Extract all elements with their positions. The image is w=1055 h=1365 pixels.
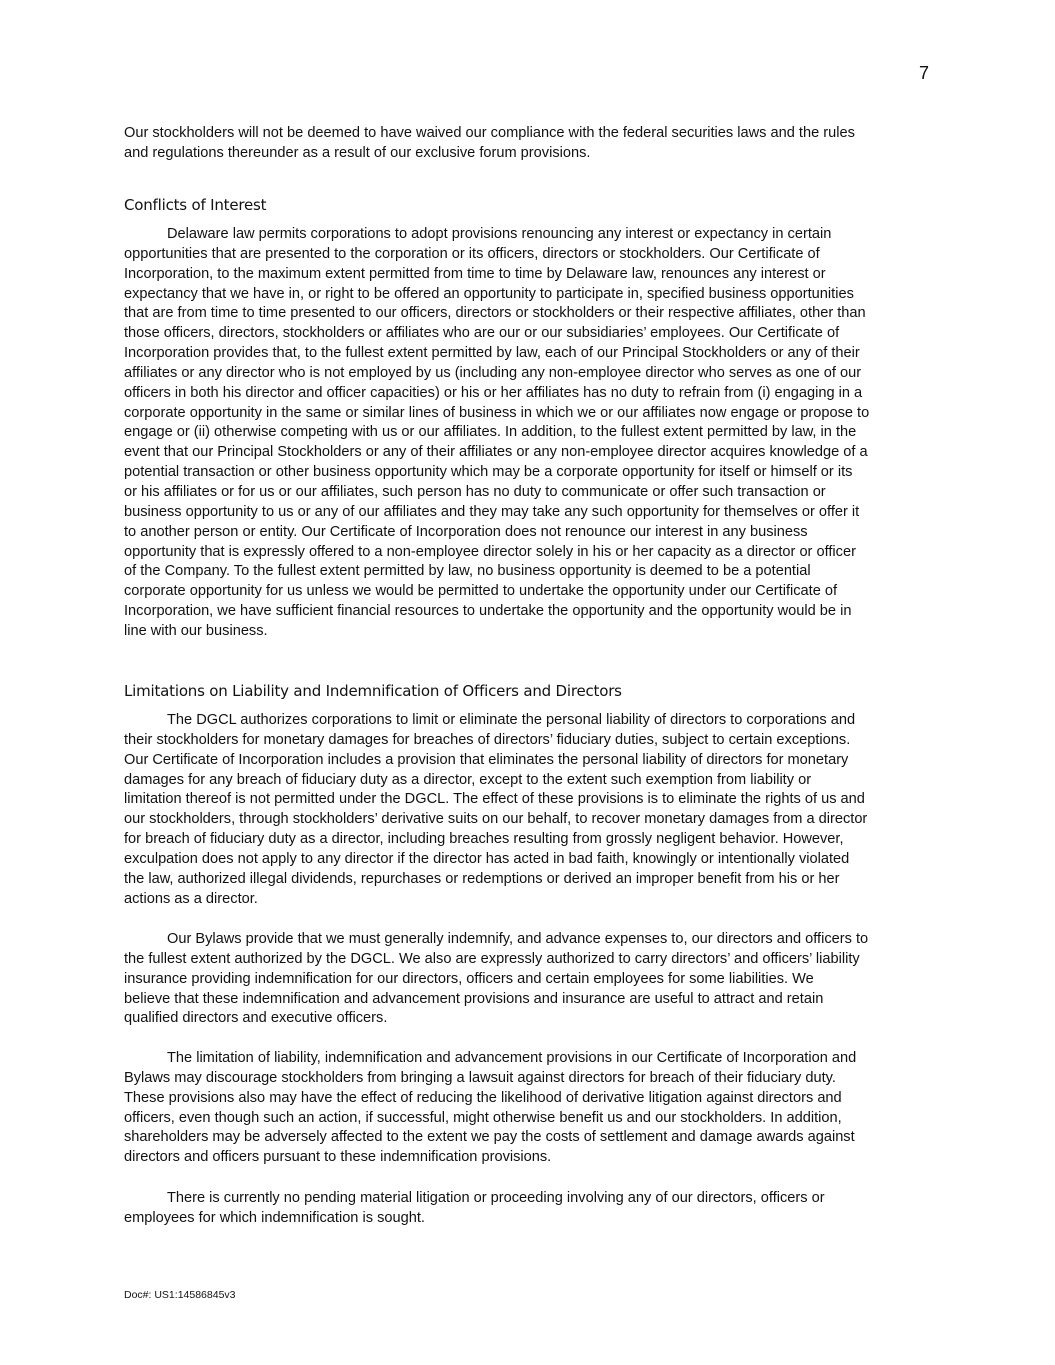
text-line: engage or (ii) otherwise competing with us or our affiliates. In addition, to the fullest extent permitted by law, in the [124, 424, 857, 441]
text-line: believe that these indemnification and advancement provisions and insurance are useful to attract and retain [124, 990, 824, 1007]
text-line: Incorporation, we have sufficient financial resources to undertake the opportunity and the opportunity would be in [124, 603, 852, 620]
text-line: Our Bylaws provide that we must generally indemnify, and advance expenses to, our directors and officers to [167, 931, 869, 947]
text-line: corporate opportunity in the same or similar lines of business in which we or our affiliates now engage or propose to [124, 404, 870, 421]
text-line: officers, even though such an action, if successful, might otherwise benefit us and our stockholders. In addition, [124, 1109, 842, 1126]
text-line: Our stockholders will not be deemed to have waived our compliance with the federal securities laws and the rules [124, 125, 855, 141]
text-line: expectancy that we have in, or right to be offered an opportunity to participate in, specified business opportunities [124, 285, 854, 302]
paragraph [124, 1189, 825, 1229]
text-line: business opportunity to us or any of our affiliates and they may take any such opportunity for themselves or offer it [124, 503, 860, 520]
text-line: exculpation does not apply to any director if the director has acted in bad faith, knowingly or intentionally violated [124, 850, 850, 867]
text-line: corporate opportunity for us unless we would be permitted to undertake the opportunity under our Certificate of [124, 583, 838, 600]
text-line: our stockholders, through stockholders’ derivative suits on our behalf, to recover monetary damages from a director [124, 811, 868, 828]
text-line: The limitation of liability, indemnification and advancement provisions in our Certificate of Incorporation and [167, 1050, 857, 1066]
page-number: 7 [919, 63, 930, 83]
text-line: their stockholders for monetary damages for breaches of directors’ fiduciary duties, subject to certain exceptions. [124, 731, 851, 748]
text-line: opportunity that is expressly offered to a non-employee director solely in his or her capacity as a director or officer [124, 543, 856, 560]
text-line: affiliates or any director who is not employed by us (including any non-employee director who serves as one of our [124, 364, 862, 381]
text-line: qualified directors and executive officers. [124, 1010, 388, 1027]
text-line: shareholders may be adversely affected to the extent we pay the costs of settlement and damage awards against [124, 1129, 855, 1146]
text-line: line with our business. [124, 622, 268, 639]
paragraph [124, 124, 855, 164]
paragraph [124, 711, 867, 909]
text-line: or his affiliates or for us or our affiliates, such person has no duty to communicate or offer such transaction or [124, 483, 826, 500]
text-line: and regulations thereunder as a result of our exclusive forum provisions. [124, 144, 591, 161]
text-line: directors and officers pursuant to these indemnification provisions. [124, 1149, 552, 1166]
text-line: damages for any breach of fiduciary duty as a director, except to the extent such exemption from liability or [124, 771, 812, 788]
text-line: The DGCL authorizes corporations to limit or eliminate the personal liability of directors to corporations and [167, 712, 856, 728]
paragraph [124, 930, 868, 1029]
text-line: Our Certificate of Incorporation includes a provision that eliminates the personal liability of directors for monetary [124, 751, 849, 768]
document-footer-id: Doc#: US1:14586845v3 [124, 1289, 236, 1301]
text-line: limitation thereof is not permitted under the DGCL. The effect of these provisions is to eliminate the rights of us and [124, 791, 865, 808]
text-line: to another person or entity. Our Certificate of Incorporation does not renounce our interest in any business [124, 523, 808, 540]
text-line: Delaware law permits corporations to adopt provisions renouncing any interest or expectancy in certain [167, 226, 832, 242]
text-line: of the Company. To the fullest extent permitted by law, no business opportunity is deemed to be a potential [124, 563, 811, 580]
text-line: that are from time to time presented to our officers, directors or stockholders or their respective affiliates, other than [124, 305, 866, 322]
text-line: actions as a director. [124, 890, 258, 907]
paragraph [124, 1049, 856, 1168]
section-heading-conflicts: Conflicts of Interest [124, 196, 267, 214]
text-line: Incorporation provides that, to the fullest extent permitted by law, each of our Principal Stockholders or any of their [124, 345, 860, 362]
text-line: officers in both his director and officer capacities) or his or her affiliates has no duty to refrain from (i) engaging in a [124, 384, 863, 401]
text-line: potential transaction or other business opportunity which may be a corporate opportunity for itself or himself or its [124, 464, 853, 481]
text-line: opportunities that are presented to the corporation or its officers, directors or stockholders. Our Certificate of [124, 245, 820, 262]
text-line: These provisions also may have the effect of reducing the likelihood of derivative litigation against directors and [124, 1089, 842, 1106]
text-line: event that our Principal Stockholders or any of their affiliates or any non-employee director acquires knowledge of a [124, 444, 868, 461]
text-line: those officers, directors, stockholders or affiliates who are our or our subsidiaries’ employees. Our Certificate of [124, 325, 840, 342]
section-heading-liability: Limitations on Liability and Indemnification of Officers and Directors [124, 682, 622, 700]
text-line: Bylaws may discourage stockholders from bringing a lawsuit against directors for breach of their fiduciary duty. [124, 1069, 836, 1086]
text-line: for breach of fiduciary duty as a director, including breaches resulting from grossly negligent behavior. However, [124, 831, 844, 848]
text-line: employees for which indemnification is sought. [124, 1209, 425, 1226]
text-line: Incorporation, to the maximum extent permitted from time to time by Delaware law, renounces any interest or [124, 265, 826, 282]
paragraph [124, 225, 869, 642]
text-line: the fullest extent authorized by the DGCL. We also are expressly authorized to carry directors’ and officers’ liability [124, 950, 860, 967]
text-line: insurance providing indemnification for our directors, officers and certain employees for some liabilities. We [124, 970, 814, 987]
text-line: There is currently no pending material litigation or proceeding involving any of our directors, officers or [167, 1190, 825, 1206]
text-line: the law, authorized illegal dividends, repurchases or redemptions or derived an improper benefit from his or her [124, 870, 840, 887]
